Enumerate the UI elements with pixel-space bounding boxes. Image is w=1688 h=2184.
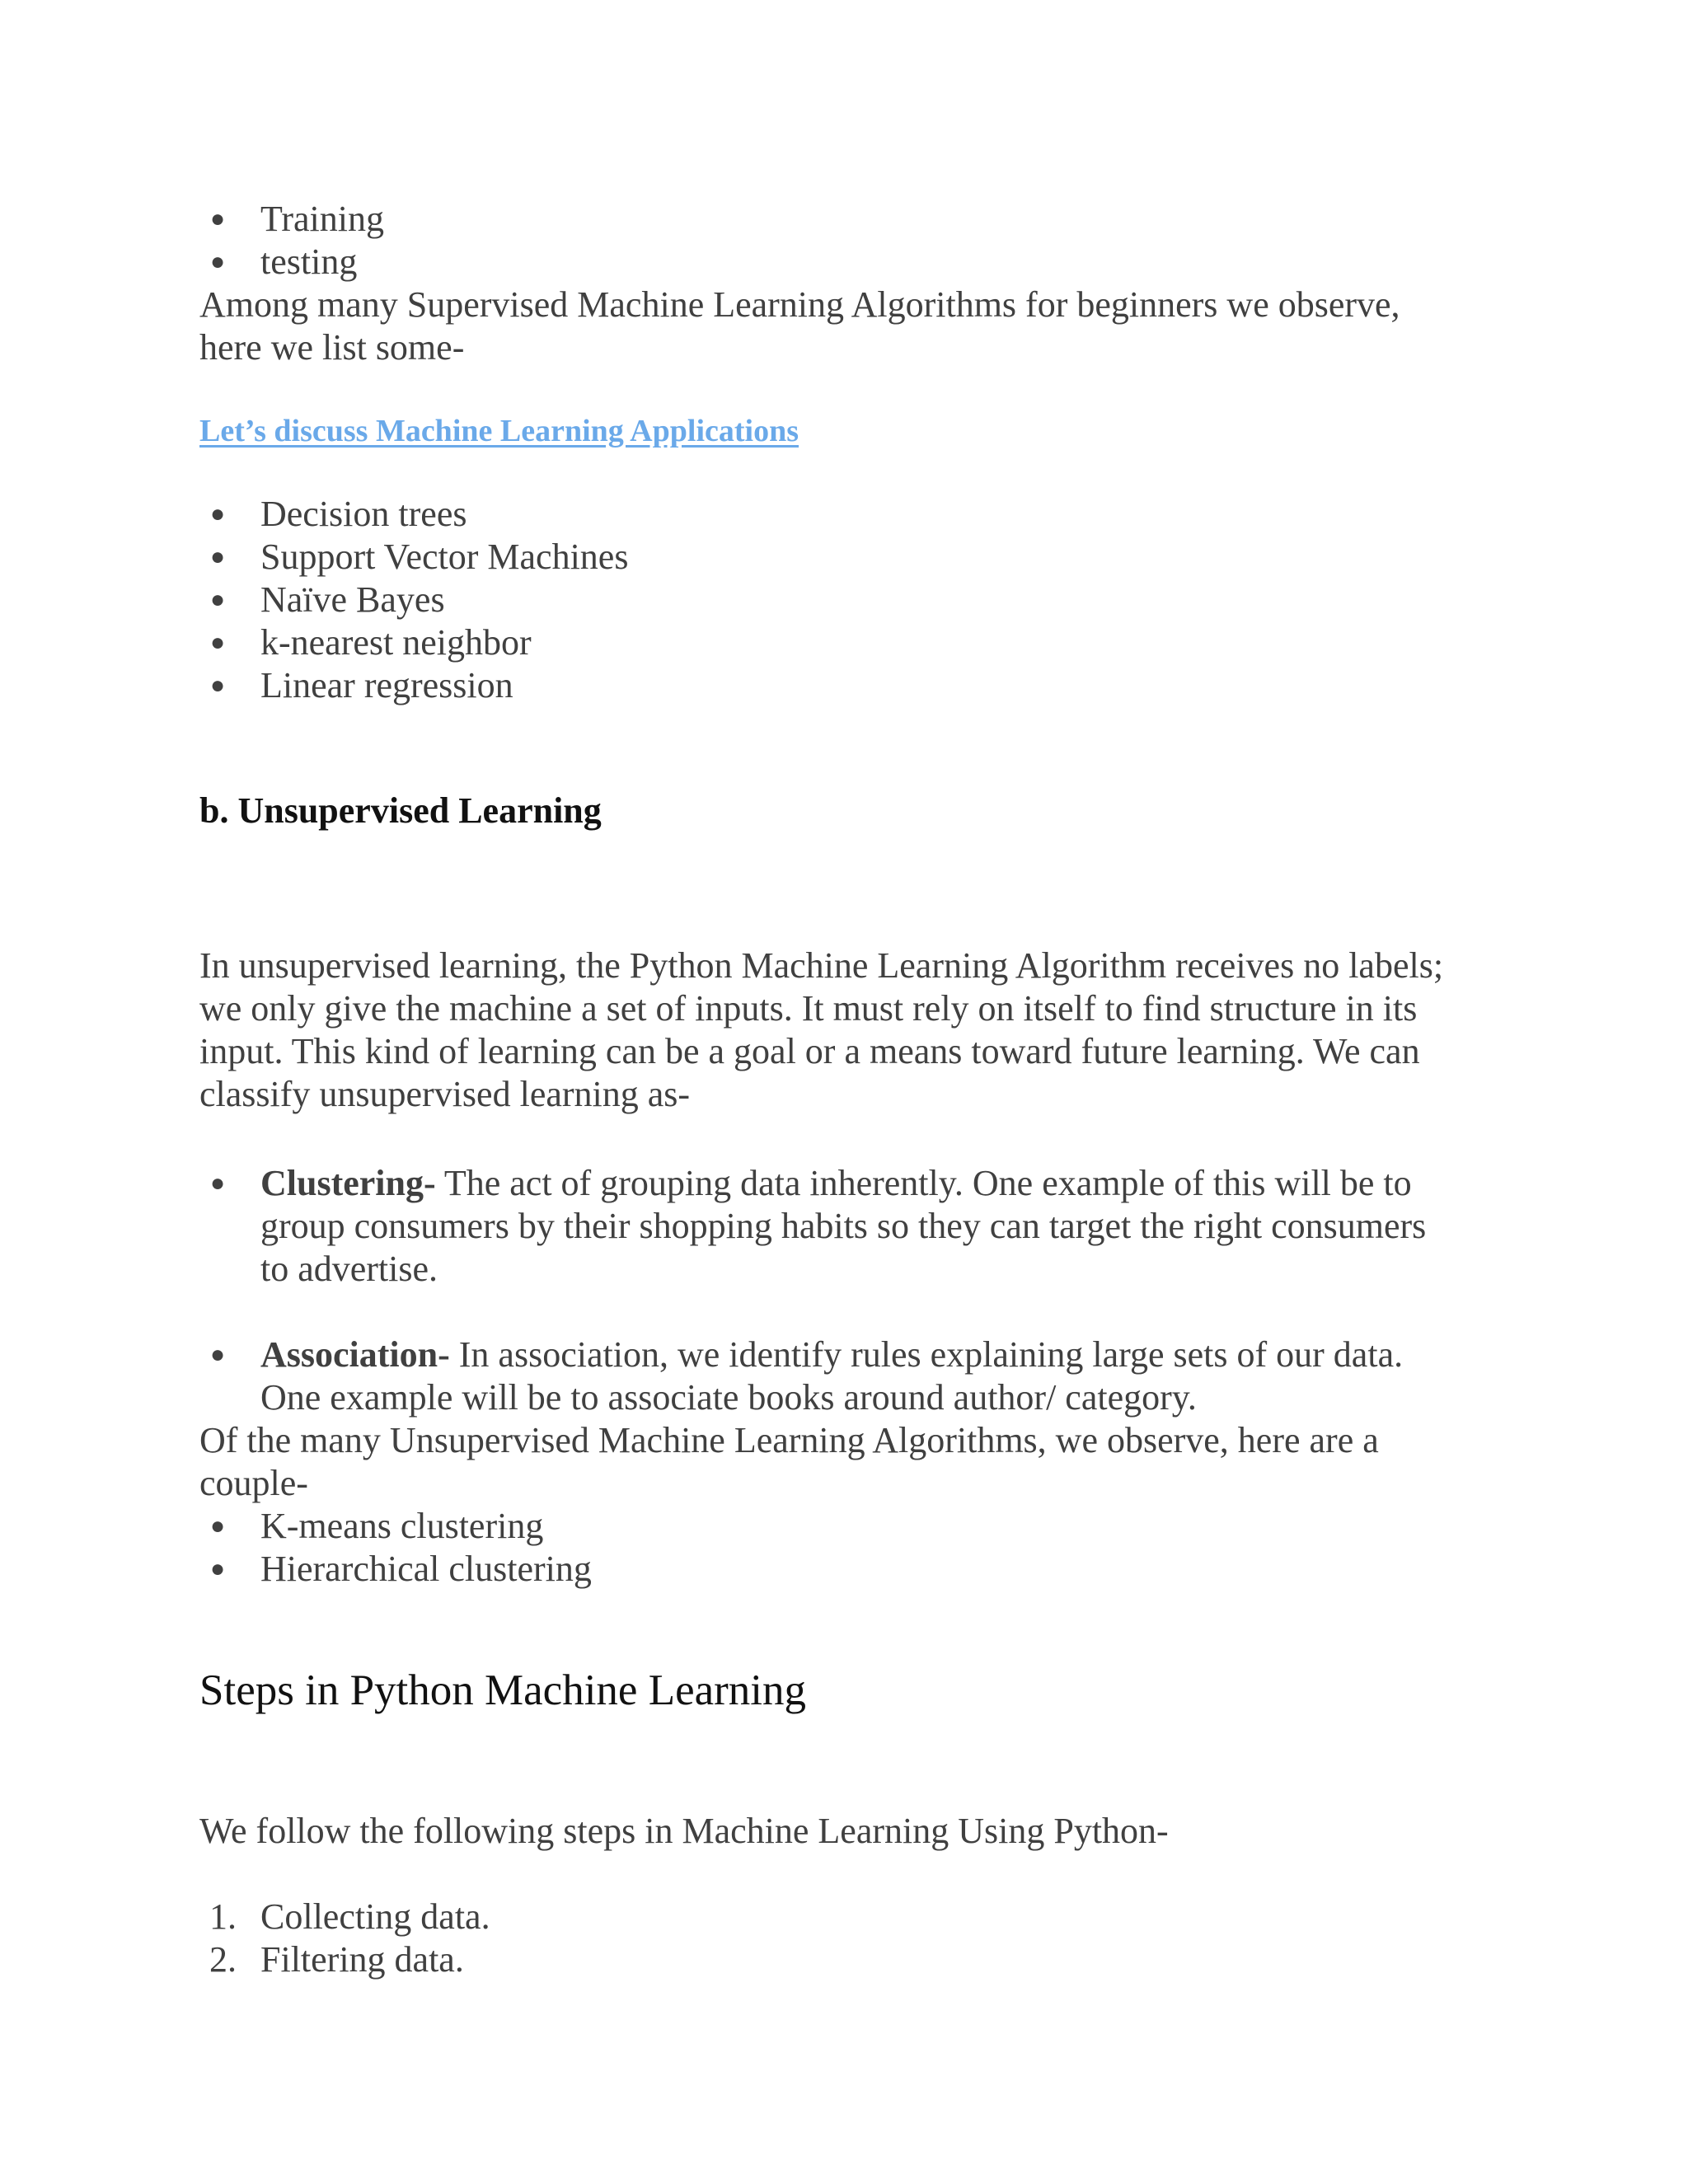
association-item [260,1333,1403,1376]
clustering-text: to advertise. [260,1249,438,1289]
paragraph-line: classify unsupervised learning as- [199,1074,691,1114]
list-item: Naïve Bayes [260,579,445,620]
list-item: K-means clustering [260,1506,544,1546]
paragraph-line: input. This kind of learning can be a goal or a means toward future learning. We can [199,1031,1420,1071]
bullet-icon: ● [210,500,226,527]
list-item: Training [260,199,384,239]
ml-applications-link[interactable]: Let’s discuss Machine Learning Applications [199,414,799,448]
clustering-text: The act of grouping data inherently. One example of this will be to [435,1163,1412,1203]
bullet-icon: ● [210,1555,226,1582]
list-item: Hierarchical clustering [260,1549,592,1589]
association-text: One example will be to associate books around author/ category. [260,1377,1197,1418]
paragraph-line: couple- [199,1463,308,1503]
section-heading: Steps in Python Machine Learning [199,1666,806,1714]
step-number: 2. [209,1939,237,1980]
list-item: Decision trees [260,494,467,534]
association-text: In association, we identify rules explaining large sets of our data. [449,1334,1404,1375]
list-item: Linear regression [260,665,513,705]
paragraph-line: In unsupervised learning, the Python Machine Learning Algorithm receives no labels; [199,945,1444,986]
association-term: Association- [260,1334,450,1375]
list-item: k-nearest neighbor [260,622,532,663]
clustering-term: Clustering- [260,1163,436,1203]
bullet-icon: ● [210,629,226,656]
clustering-text: group consumers by their shopping habits so they can target the right consumers [260,1206,1427,1246]
list-item: Support Vector Machines [260,537,629,577]
bullet-icon: ● [210,543,226,570]
paragraph-line: We follow the following steps in Machine Learning Using Python- [199,1811,1169,1851]
paragraph-line: we only give the machine a set of inputs. It must rely on itself to find structure in its [199,988,1418,1029]
bullet-icon: ● [210,1169,226,1197]
clustering-item [260,1162,1412,1205]
bullet-icon: ● [210,1341,226,1368]
paragraph-line: Of the many Unsupervised Machine Learning Algorithms, we observe, here are a [199,1420,1379,1460]
paragraph-line: Among many Supervised Machine Learning Algorithms for beginners we observe, [199,284,1400,325]
bullet-icon: ● [210,248,226,275]
bullet-icon: ● [210,1512,226,1540]
step-item: Filtering data. [260,1939,464,1980]
bullet-icon: ● [210,205,226,232]
bullet-icon: ● [210,586,226,613]
step-number: 1. [209,1896,237,1937]
bullet-icon: ● [210,672,226,699]
step-item: Collecting data. [260,1896,490,1937]
paragraph-line: here we list some- [199,327,465,368]
section-subheading: b. Unsupervised Learning [199,790,602,831]
list-item: testing [260,241,358,282]
